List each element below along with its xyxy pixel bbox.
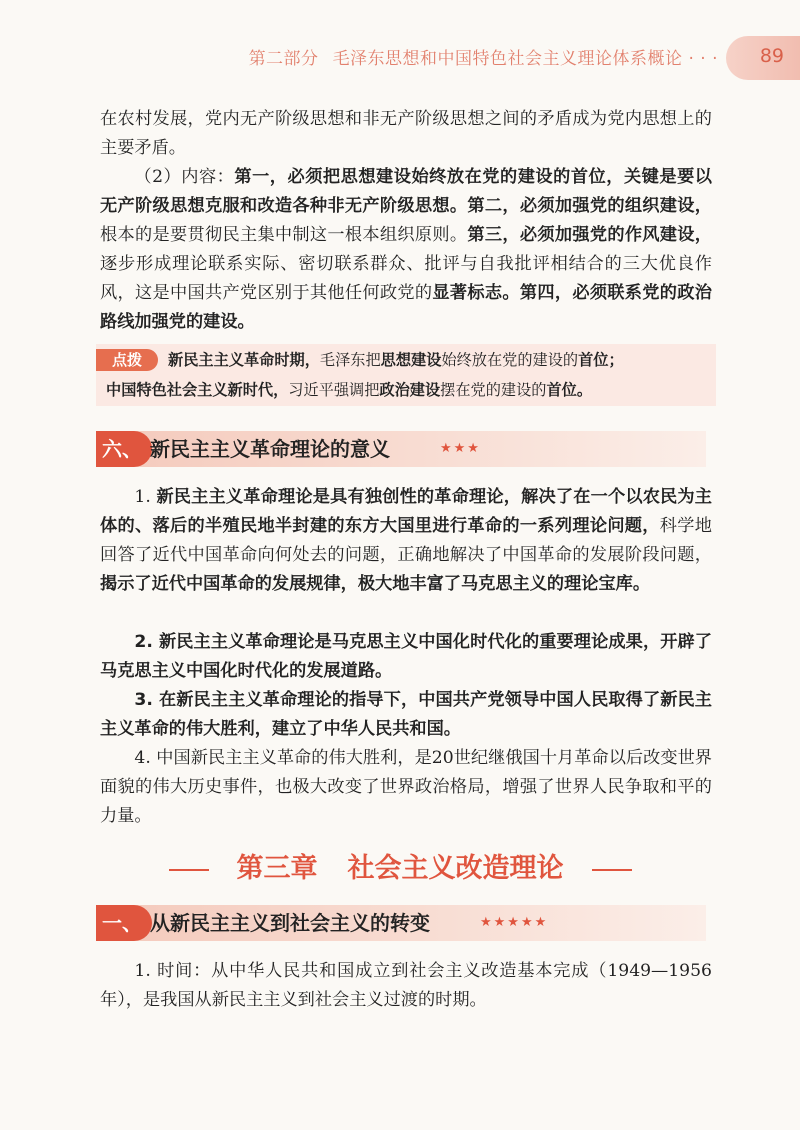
page-number-tab — [726, 36, 800, 80]
significance-4: 4. 中国新民主主义革命的伟大胜利，是20世纪继俄国十月革命以后改变世界面貌的伟大历史事件，也极大改变了世界政治格局，增强了世界人民争取和平的力量。 — [100, 748, 712, 826]
significance-2-text: 2. 新民主主义革命理论是马克思主义中国化时代化的重要理论成果，开辟了马克思主义中国化时代化的发展道路。 — [100, 632, 712, 681]
tip-key-1b: 首位； — [578, 351, 624, 369]
paragraph-content — [100, 163, 712, 337]
paragraph-intro: 在农村发展，党内无产阶级思想和非无产阶级思想之间的矛盾成为党内思想上的主要矛盾。 — [100, 109, 712, 158]
significance-1-c: 揭示了近代中国革命的发展规律，极大地丰富了马克思主义的理论宝库。 — [100, 574, 651, 594]
tip-key-2: 政治建设 — [379, 381, 441, 399]
importance-stars: ★★★★★ — [480, 915, 549, 930]
tip-key-2b: 首位。 — [546, 381, 592, 399]
header-book-title: 毛泽东思想和中国特色社会主义理论体系概论 — [332, 49, 683, 69]
chapter-number: 第三章 — [236, 853, 318, 884]
page-number: 89 — [759, 45, 784, 67]
section-title: 从新民主主义到社会主义的转变 — [150, 911, 430, 935]
tip-text-1b: 始终放在党的建设的 — [441, 351, 579, 369]
significance-3-text: 3. 在新民主主义革命理论的指导下，中国共产党领导中国人民取得了新民主主义革命的伟大胜利，建立了中华人民共和国。 — [100, 690, 712, 739]
section-number-badge: 一、 — [96, 905, 152, 941]
significance-1-b: 科学地回答了近代中国革命向何处去的问题，正确地解决了中国革命的发展阶段问题， — [100, 516, 712, 565]
significance-3 — [100, 686, 712, 744]
content-point-3-detail: 逐步形成理论联系实际、密切联系群众、批评与自我批评相结合的三大优良作风，这是中国共产党区别于其他任何政党的 — [100, 254, 712, 303]
running-header — [0, 36, 800, 80]
chapter-heading — [0, 846, 800, 885]
significance-1 — [100, 483, 712, 599]
tip-line-2 — [106, 379, 592, 401]
content-point-4: 第四，必须联系党的政治路线加强党的建设。 — [100, 283, 712, 332]
section-number-badge: 六、 — [96, 431, 152, 467]
tip-key-1: 思想建设 — [380, 351, 442, 369]
chapter-rule-left — [169, 869, 209, 871]
content-point-1: 第一，必须把思想建设始终放在党的建设的首位，关键是要以无产阶级思想克服和改造各种非无产阶级思想。 — [100, 167, 712, 216]
tip-text-1: 毛泽东把 — [319, 351, 381, 369]
tip-text-2: 习近平强调把 — [288, 381, 380, 399]
header-dots: · · · — [688, 49, 718, 69]
tip-line-1 — [168, 349, 624, 371]
tip-era-1: 新民主主义革命时期， — [168, 351, 320, 369]
section-heading-1 — [96, 905, 706, 941]
content-prefix: （2）内容： — [134, 167, 235, 187]
content-point-2-detail: 根本的是要贯彻民主集中制这一根本组织原则。 — [100, 225, 468, 245]
chapter-rule-right — [592, 869, 632, 871]
header-text — [249, 44, 718, 69]
section-title: 新民主主义革命理论的意义 — [150, 437, 390, 461]
significance-1-a: 新民主主义革命理论是具有独创性的革命理论，解决了在一个以农民为主体的、落后的半殖民地半封建的东方大国里进行革命的一系列理论问题， — [100, 487, 712, 536]
tip-text-2b: 摆在党的建设的 — [440, 381, 547, 399]
significance-2 — [100, 628, 712, 686]
tip-badge: 点拨 — [96, 349, 158, 371]
chapter-title: 社会主义改造理论 — [347, 853, 564, 884]
header-part: 第二部分 — [248, 49, 319, 69]
tip-box — [96, 344, 716, 406]
item-num: 1. — [134, 487, 157, 507]
section-heading-6 — [96, 431, 706, 467]
importance-stars: ★★★ — [440, 441, 481, 456]
content-point-3-emph: 显著标志。 — [432, 283, 520, 303]
content-point-2: 第二，必须加强党的组织建设， — [467, 196, 712, 216]
content-point-3: 第三，必须加强党的作风建设， — [467, 225, 712, 245]
tip-era-2: 中国特色社会主义新时代， — [106, 381, 289, 399]
transition-time: 1. 时间：从中华人民共和国成立到社会主义改造基本完成（1949—1956年），是我国从新民主主义到社会主义过渡的时期。 — [100, 961, 712, 1010]
